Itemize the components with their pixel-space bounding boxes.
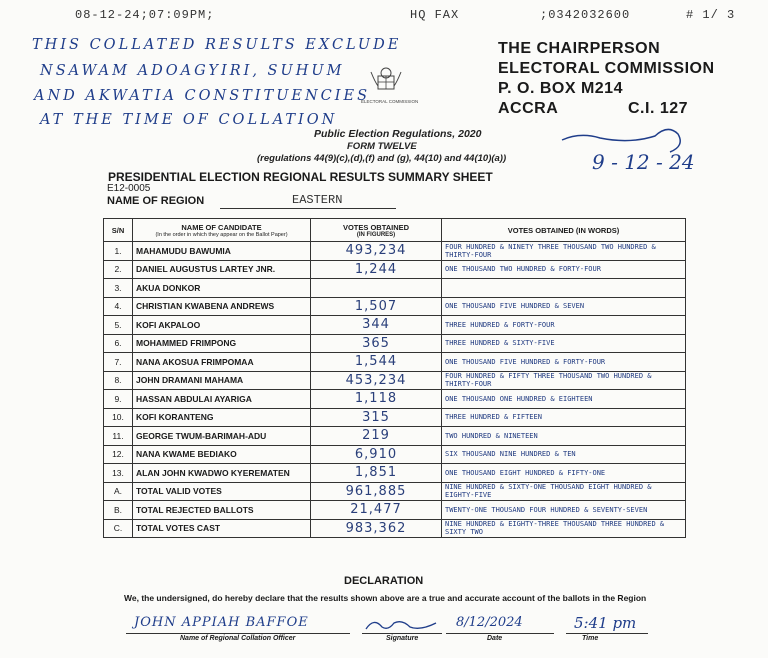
row-sn: 2. <box>104 260 133 279</box>
header-name-sub: (In the order in which they appear on the Ballot Paper) <box>155 231 288 238</box>
header-words: VOTES OBTAINED (IN WORDS) <box>442 219 686 242</box>
address-line-3: P. O. BOX M214 <box>498 80 623 97</box>
row-votes-words: ONE THOUSAND TWO HUNDRED & FORTY-FOUR <box>442 260 686 279</box>
row-candidate-name: MAHAMUDU BAWUMIA <box>133 242 311 261</box>
form-code: E12-0005 <box>107 183 151 194</box>
table-row <box>104 297 686 316</box>
row-candidate-name: DANIEL AUGUSTUS LARTEY JNR. <box>133 260 311 279</box>
row-votes-figures: 365 <box>311 334 442 353</box>
handwritten-note-line-4: AT THE TIME OF COLLATION <box>40 112 338 128</box>
row-sn: 3. <box>104 279 133 298</box>
row-sn: C. <box>104 519 133 538</box>
row-candidate-name: AKUA DONKOR <box>133 279 311 298</box>
row-sn: B. <box>104 501 133 520</box>
row-votes-words <box>442 279 686 298</box>
officer-name: JOHN APPIAH BAFFOE <box>134 615 309 630</box>
declaration-text: We, the undersigned, do hereby declare that the results shown above are a true and accurate account of the ballots in the Region <box>124 593 647 603</box>
time-label: Time <box>582 635 599 642</box>
row-votes-figures: 21,477 <box>311 501 442 520</box>
row-sn: 4. <box>104 297 133 316</box>
row-sn: 8. <box>104 371 133 390</box>
row-votes-words: FOUR HUNDRED & NINETY THREE THOUSAND TWO HUNDRED & THIRTY-FOUR <box>442 242 686 261</box>
row-votes-words: ONE THOUSAND FIVE HUNDRED & FORTY-FOUR <box>442 353 686 372</box>
row-candidate-name: MOHAMMED FRIMPONG <box>133 334 311 353</box>
row-votes-figures: 344 <box>311 316 442 335</box>
table-row <box>104 371 686 390</box>
row-sn: 7. <box>104 353 133 372</box>
table-row <box>104 353 686 372</box>
table-row <box>104 334 686 353</box>
officer-name-label: Name of Regional Collation Officer <box>180 635 296 642</box>
row-sn: 11. <box>104 427 133 446</box>
address-line-1: THE CHAIRPERSON <box>498 40 661 57</box>
table-row <box>104 408 686 427</box>
row-candidate-name: NANA KWAME BEDIAKO <box>133 445 311 464</box>
row-votes-figures: 1,507 <box>311 297 442 316</box>
row-votes-words: NINE HUNDRED & EIGHTY-THREE THOUSAND THREE HUNDRED & SIXTY TWO <box>442 519 686 538</box>
row-candidate-name: ALAN JOHN KWADWO KYEREMATEN <box>133 464 311 483</box>
row-votes-words: NINE HUNDRED & SIXTY-ONE THOUSAND EIGHT HUNDRED & EIGHTY-FIVE <box>442 482 686 501</box>
fax-sender: HQ FAX <box>410 8 460 22</box>
header-name-title: NAME OF CANDIDATE <box>181 222 262 232</box>
row-candidate-name: GEORGE TWUM-BARIMAH-ADU <box>133 427 311 446</box>
row-votes-words: THREE HUNDRED & SIXTY-FIVE <box>442 334 686 353</box>
declaration-time: 5:41 pm <box>574 614 637 632</box>
table-header-row <box>104 219 686 242</box>
row-sn: 5. <box>104 316 133 335</box>
row-sn: 6. <box>104 334 133 353</box>
fax-page: # 1/ 3 <box>686 8 736 22</box>
table-row <box>104 519 686 538</box>
table-row <box>104 390 686 409</box>
officer-name-field <box>126 617 350 634</box>
row-votes-figures: 1,544 <box>311 353 442 372</box>
region-field <box>220 194 396 209</box>
handwritten-note-line-1: THIS COLLATED RESULTS EXCLUDE <box>32 37 402 53</box>
row-candidate-name: KOFI AKPALOO <box>133 316 311 335</box>
row-votes-figures <box>311 279 442 298</box>
signature-field <box>362 617 442 634</box>
table-row <box>104 501 686 520</box>
row-sn: 10. <box>104 408 133 427</box>
row-candidate-name: CHRISTIAN KWABENA ANDREWS <box>133 297 311 316</box>
row-votes-figures: 6,910 <box>311 445 442 464</box>
row-sn: 1. <box>104 242 133 261</box>
sheet-title: PRESIDENTIAL ELECTION REGIONAL RESULTS SUMMARY SHEET <box>108 170 493 184</box>
row-votes-words: THREE HUNDRED & FIFTEEN <box>442 408 686 427</box>
regulation-title: Public Election Regulations, 2020 <box>314 128 482 140</box>
handwritten-note-line-2: NSAWAM ADOAGYIRI, SUHUM <box>40 63 345 79</box>
row-votes-words: FOUR HUNDRED & FIFTY THREE THOUSAND TWO HUNDRED & THIRTY-FOUR <box>442 371 686 390</box>
ci-number: C.I. 127 <box>628 100 689 117</box>
row-votes-figures: 219 <box>311 427 442 446</box>
row-votes-words: THREE HUNDRED & FORTY-FOUR <box>442 316 686 335</box>
row-candidate-name: NANA AKOSUA FRIMPOMAA <box>133 353 311 372</box>
row-votes-words: ONE THOUSAND FIVE HUNDRED & SEVEN <box>442 297 686 316</box>
table-row <box>104 482 686 501</box>
declaration-title: DECLARATION <box>344 575 424 587</box>
row-sn: 13. <box>104 464 133 483</box>
row-votes-words: TWO HUNDRED & NINETEEN <box>442 427 686 446</box>
region-value: EASTERN <box>292 193 343 207</box>
header-sn: S/N <box>104 219 133 242</box>
header-figures-sub: (IN FIGURES) <box>356 231 396 238</box>
row-sn: A. <box>104 482 133 501</box>
row-candidate-name: TOTAL VALID VOTES <box>133 482 311 501</box>
row-sn: 12. <box>104 445 133 464</box>
row-votes-figures: 1,244 <box>311 260 442 279</box>
row-candidate-name: TOTAL REJECTED BALLOTS <box>133 501 311 520</box>
handwritten-note-line-3: AND AKWATIA CONSTITUENCIES <box>34 88 371 104</box>
table-row <box>104 445 686 464</box>
form-name: FORM TWELVE <box>347 141 417 152</box>
row-votes-figures: 315 <box>311 408 442 427</box>
row-candidate-name: TOTAL VOTES CAST <box>133 519 311 538</box>
date-label: Date <box>487 635 503 642</box>
address-line-4: ACCRA <box>498 100 559 117</box>
row-votes-figures: 493,234 <box>311 242 442 261</box>
fax-number: ;0342032600 <box>540 8 631 22</box>
row-candidate-name: HASSAN ABDULAI AYARIGA <box>133 390 311 409</box>
row-votes-figures: 1,851 <box>311 464 442 483</box>
row-votes-words: TWENTY-ONE THOUSAND FOUR HUNDRED & SEVENTY-SEVEN <box>442 501 686 520</box>
address-line-2: ELECTORAL COMMISSION <box>498 60 715 77</box>
row-votes-words: SIX THOUSAND NINE HUNDRED & TEN <box>442 445 686 464</box>
row-sn: 9. <box>104 390 133 409</box>
header-figures-title: VOTES OBTAINED <box>342 222 410 232</box>
date-field <box>446 617 554 634</box>
row-votes-words: ONE THOUSAND ONE HUNDRED & EIGHTEEN <box>442 390 686 409</box>
region-label: NAME OF REGION <box>107 195 205 207</box>
header-name <box>133 219 311 242</box>
regulation-refs: (regulations 44(9)(c),(d),(f) and (g), 44(10) and 44(10)(a)) <box>257 153 507 164</box>
declaration-date: 8/12/2024 <box>456 615 523 630</box>
time-field <box>566 614 648 634</box>
row-votes-figures: 983,362 <box>311 519 442 538</box>
table-row <box>104 464 686 483</box>
table-row <box>104 427 686 446</box>
row-candidate-name: KOFI KORANTENG <box>133 408 311 427</box>
table-row <box>104 279 686 298</box>
signature-label: Signature <box>386 635 419 642</box>
stamp-caption: ELECTORAL COMMISSION <box>361 99 419 104</box>
row-votes-figures: 961,885 <box>311 482 442 501</box>
signature-icon <box>362 617 442 633</box>
table-row <box>104 316 686 335</box>
results-table <box>103 218 686 538</box>
row-votes-figures: 1,118 <box>311 390 442 409</box>
fax-datetime: 08-12-24;07:09PM; <box>75 8 215 22</box>
coat-of-arms-icon <box>361 64 419 104</box>
table-row <box>104 260 686 279</box>
header-figures <box>311 219 442 242</box>
row-votes-figures: 453,234 <box>311 371 442 390</box>
handwritten-date: 9 - 12 - 24 <box>592 150 695 174</box>
row-votes-words: ONE THOUSAND EIGHT HUNDRED & FIFTY-ONE <box>442 464 686 483</box>
table-row <box>104 242 686 261</box>
row-candidate-name: JOHN DRAMANI MAHAMA <box>133 371 311 390</box>
